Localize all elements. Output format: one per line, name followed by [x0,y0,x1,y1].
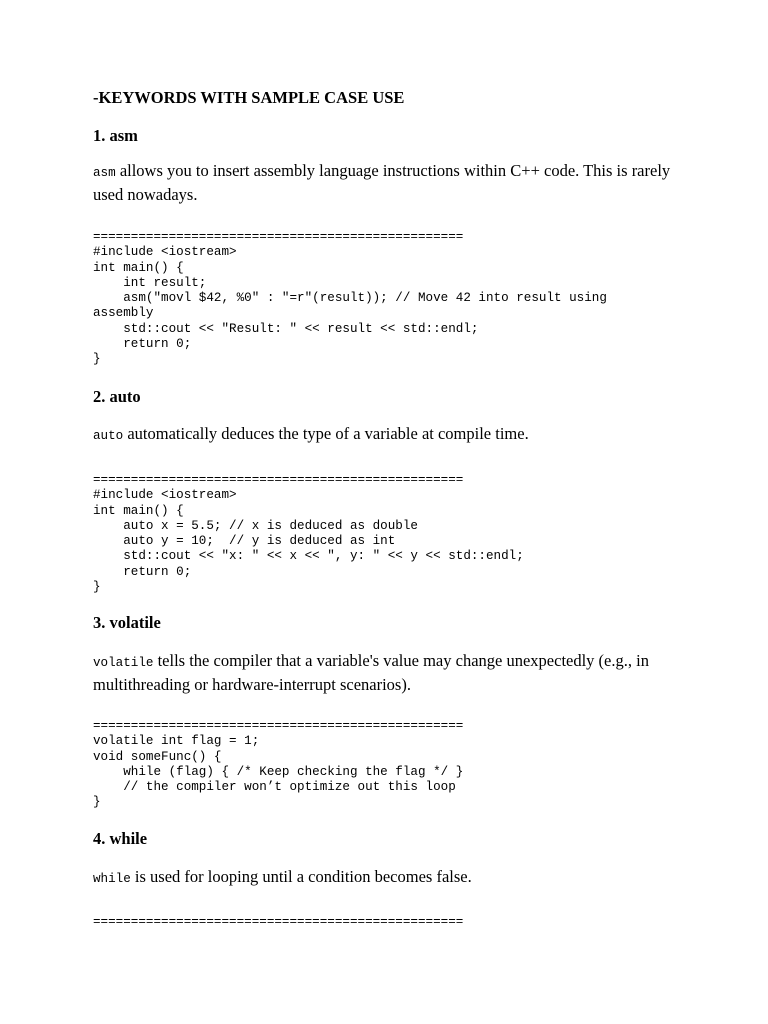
code-block-auto: ================================================= #include <iostream> int main() { auto x = 5.5; // x is deduced as double auto y = 10; // y is deduced as int std::cout << "x: " << x << ", y: " << y << std::endl; return 0; } [93,473,524,595]
inline-keyword-asm: asm [93,166,116,180]
section-heading-volatile: 3. volatile [93,613,161,632]
section-heading-auto: 2. auto [93,387,141,406]
description-text-while: is used for looping until a condition becomes false. [130,867,472,886]
document-title: -KEYWORDS WITH SAMPLE CASE USE [93,88,405,107]
inline-keyword-while: while [93,872,131,886]
inline-keyword-auto: auto [93,429,124,443]
code-block-while: ================================================= [93,915,464,929]
inline-keyword-volatile: volatile [93,656,154,670]
code-block-asm: ================================================= #include <iostream> int main() { int result; asm("movl $42, %0" : "=r"(result)); // Move 42 into result using assembly std::cout << "Result: " << result << std::endl; return 0; } [93,230,607,367]
section-description-volatile [93,650,683,695]
section-description-while [93,866,683,890]
section-heading-asm: 1. asm [93,126,138,145]
section-description-auto [93,423,683,447]
code-block-volatile: ================================================= volatile int flag = 1; void someFunc() { while (flag) { /* Keep checking the flag */ } // the compiler won’t optimize out this loop } [93,719,464,810]
description-text-auto: automatically deduces the type of a variable at compile time. [123,424,529,443]
section-description-asm [93,160,683,205]
description-text-volatile: tells the compiler that a variable's value may change unexpectedly (e.g., in multithreading or hardware-interrupt scenarios). [93,651,649,694]
description-text-asm: allows you to insert assembly language instructions within C++ code. This is rarely used nowadays. [93,161,671,204]
section-heading-while: 4. while [93,829,148,848]
